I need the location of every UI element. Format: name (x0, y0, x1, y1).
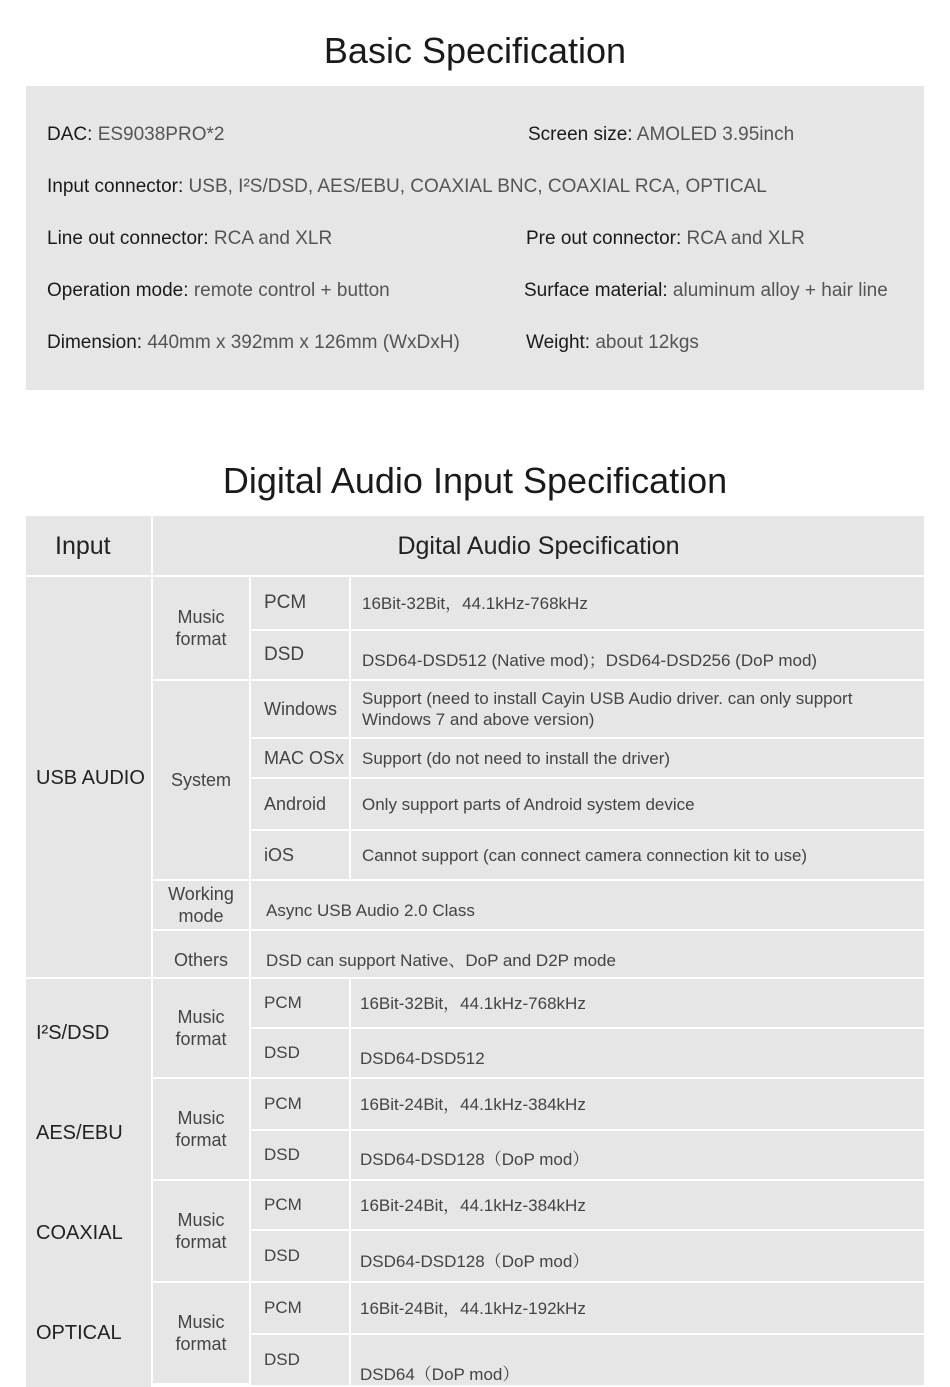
basic-spec-title: Basic Specification (323, 30, 627, 71)
spec-dimension (47, 332, 460, 354)
i2s-dsd-label: DSD (251, 1029, 349, 1077)
usb-working-mode: Working mode (153, 881, 249, 929)
aes-pcm-value: 16Bit-24Bit，44.1kHz-384kHz (351, 1079, 924, 1129)
spec-label: Line out connector: (47, 228, 209, 249)
input-usb-audio: USB AUDIO (26, 577, 151, 979)
aes-dsd-label: DSD (251, 1131, 349, 1179)
grid-line (251, 1027, 924, 1029)
spec-label: Weight: (526, 332, 591, 353)
spec-label: Operation mode: (47, 280, 189, 301)
grid-line (26, 575, 924, 577)
usb-dsd-value: DSD64-DSD512 (Native mod)；DSD64-DSD256 (DoP mod) (351, 631, 924, 679)
coax-pcm-value: 16Bit-24Bit，44.1kHz-384kHz (351, 1181, 924, 1229)
spec-dac (47, 124, 224, 146)
coax-pcm-label: PCM (251, 1181, 349, 1229)
grid-line (153, 679, 924, 681)
spec-pre-out (526, 228, 805, 250)
grid-line (251, 777, 924, 779)
usb-ios-label: iOS (251, 831, 349, 879)
spec-surface-material (524, 280, 888, 302)
grid-line (151, 516, 153, 1367)
spec-label: Input connector: (47, 176, 184, 197)
spec-line-out (47, 228, 332, 250)
grid-line (249, 979, 251, 1367)
input-aes-ebu: AES/EBU (26, 1079, 151, 1187)
i2s-music-format: Music format (153, 979, 249, 1077)
usb-mac-label: MAC OSx (251, 739, 349, 777)
spec-value: USB, I²S/DSD, AES/EBU, COAXIAL BNC, COAXIAL RCA, OPTICAL (188, 176, 767, 197)
grid-line (153, 1179, 924, 1181)
grid-line (349, 577, 351, 879)
header-input: Input (26, 516, 151, 577)
optical-dsd-value: DSD64（DoP mod） (351, 1335, 924, 1385)
spec-value: RCA and XLR (213, 228, 333, 249)
optical-music-format: Music format (153, 1283, 249, 1383)
i2s-dsd-value: DSD64-DSD512 (351, 1029, 924, 1077)
usb-others: Others (153, 931, 249, 979)
i2s-pcm-value: 16Bit-32Bit，44.1kHz-768kHz (351, 979, 924, 1027)
spec-value: about 12kgs (595, 332, 699, 353)
aes-pcm-label: PCM (251, 1079, 349, 1129)
coax-dsd-label: DSD (251, 1231, 349, 1281)
usb-pcm-value: 16Bit-32Bit，44.1kHz-768kHz (351, 577, 924, 629)
spec-label: Dimension: (47, 332, 143, 353)
grid-line (251, 1333, 924, 1335)
grid-line (251, 629, 924, 631)
basic-spec-panel (26, 86, 924, 390)
grid-line (153, 929, 924, 931)
spec-value: 440mm x 392mm x 126mm (WxDxH) (147, 332, 460, 353)
input-i2s-dsd: I²S/DSD (26, 979, 151, 1087)
spec-screen-size (528, 124, 794, 146)
i2s-pcm-label: PCM (251, 979, 349, 1027)
grid-line (349, 979, 351, 1367)
spec-label: Pre out connector: (526, 228, 682, 249)
usb-music-format: Music format (153, 577, 249, 679)
grid-line (153, 1077, 924, 1079)
usb-pcm-label: PCM (251, 577, 349, 629)
spec-value: aluminum alloy + hair line (672, 280, 888, 301)
spec-input-connector (47, 176, 767, 198)
spec-operation-mode (47, 280, 390, 302)
coax-dsd-value: DSD64-DSD128（DoP mod） (351, 1231, 924, 1281)
usb-mac-value: Support (do not need to install the driver) (351, 739, 924, 777)
spec-value: RCA and XLR (686, 228, 805, 249)
grid-line (153, 879, 924, 881)
usb-working-mode-value: Async USB Audio 2.0 Class (251, 881, 924, 929)
grid-line (251, 737, 924, 739)
usb-others-value: DSD can support Native、DoP and D2P mode (251, 931, 924, 979)
spec-weight (526, 332, 699, 354)
usb-windows-label: Windows (251, 681, 349, 737)
usb-dsd-label: DSD (251, 631, 349, 679)
input-coaxial: COAXIAL (26, 1179, 151, 1287)
optical-pcm-label: PCM (251, 1283, 349, 1333)
grid-line (251, 1229, 924, 1231)
header-spec: Dgital Audio Specification (153, 516, 924, 577)
grid-line (153, 1281, 924, 1283)
usb-ios-value: Cannot support (can connect camera connection kit to use) (351, 831, 924, 879)
spec-value: ES9038PRO*2 (97, 124, 225, 145)
usb-windows-value: Support (need to install Cayin USB Audio driver. can only support Windows 7 and above version) (351, 681, 924, 737)
spec-value: remote control + button (193, 280, 390, 301)
digital-spec-table (26, 516, 924, 1384)
coax-music-format: Music format (153, 1181, 249, 1281)
usb-android-label: Android (251, 779, 349, 829)
spec-label: DAC: (47, 124, 93, 145)
aes-dsd-value: DSD64-DSD128（DoP mod） (351, 1131, 924, 1179)
grid-line (26, 977, 924, 979)
usb-system: System (153, 681, 249, 879)
optical-pcm-value: 16Bit-24Bit，44.1kHz-192kHz (351, 1283, 924, 1333)
input-optical: OPTICAL (26, 1279, 151, 1387)
usb-android-value: Only support parts of Android system device (351, 779, 924, 829)
grid-line (251, 1129, 924, 1131)
optical-dsd-label: DSD (251, 1335, 349, 1385)
grid-line (251, 829, 924, 831)
digital-spec-title: Digital Audio Input Specification (222, 460, 728, 501)
spec-label: Screen size: (528, 124, 633, 145)
spec-label: Surface material: (524, 280, 668, 301)
spec-value: AMOLED 3.95inch (636, 124, 795, 145)
aes-music-format: Music format (153, 1079, 249, 1179)
